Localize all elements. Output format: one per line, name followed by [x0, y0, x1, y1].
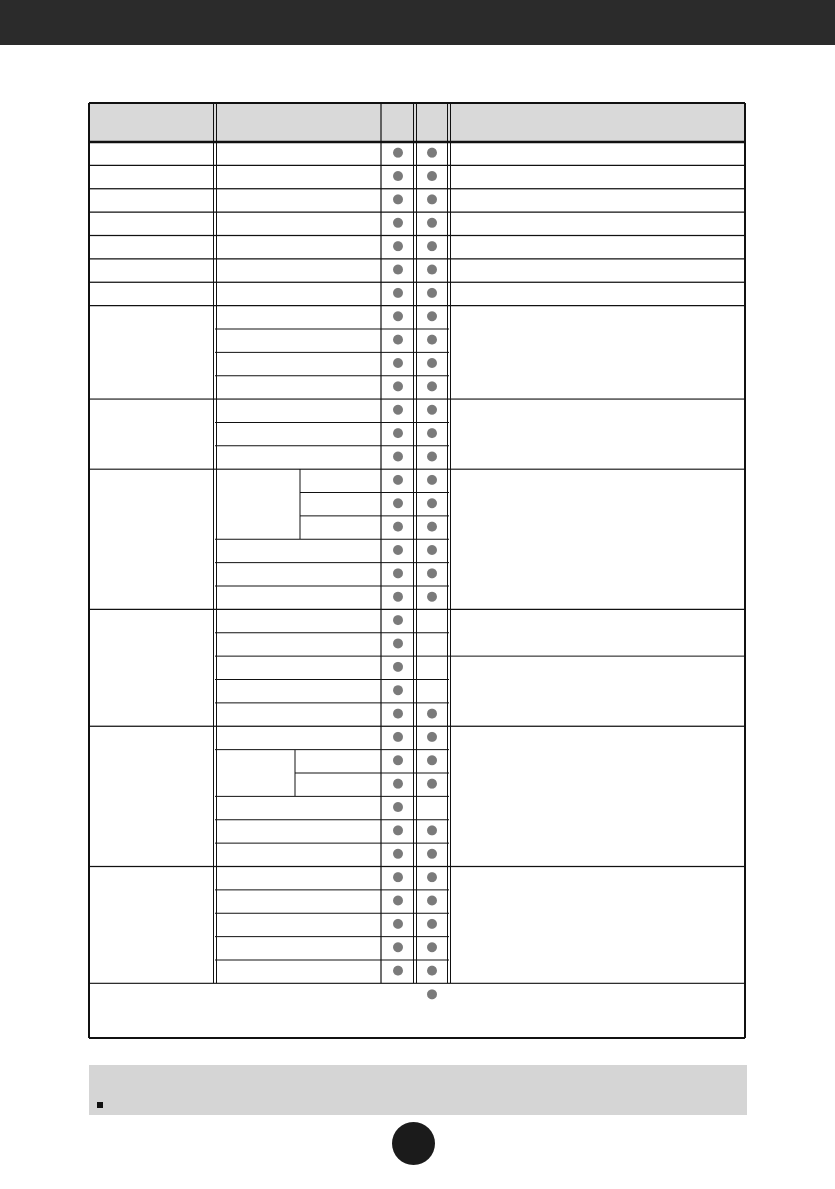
indicator-dot — [427, 288, 437, 298]
indicator-dot — [427, 568, 437, 578]
indicator-dot — [393, 615, 403, 625]
indicator-dot — [393, 451, 403, 461]
indicator-dot — [427, 919, 437, 929]
indicator-dot — [427, 171, 437, 181]
indicator-dot — [427, 451, 437, 461]
indicator-dot — [393, 919, 403, 929]
indicator-dot — [393, 358, 403, 368]
feature-table — [88, 102, 747, 1040]
indicator-dot — [393, 942, 403, 952]
indicator-dot — [393, 428, 403, 438]
indicator-dot — [427, 779, 437, 789]
indicator-dot — [393, 568, 403, 578]
feature-table-grid — [88, 102, 747, 1040]
indicator-dot — [393, 685, 403, 695]
indicator-dot — [393, 709, 403, 719]
indicator-dot — [393, 148, 403, 158]
indicator-dot — [427, 148, 437, 158]
indicator-dot — [393, 592, 403, 602]
indicator-dot — [393, 405, 403, 415]
indicator-dot — [427, 218, 437, 228]
note-box — [89, 1065, 747, 1115]
indicator-dot — [427, 311, 437, 321]
indicator-dot — [393, 522, 403, 532]
indicator-dot — [393, 872, 403, 882]
indicator-dot — [427, 475, 437, 485]
indicator-dot — [427, 428, 437, 438]
indicator-dot — [393, 966, 403, 976]
indicator-dot — [427, 381, 437, 391]
indicator-dot — [393, 498, 403, 508]
indicator-dot — [427, 498, 437, 508]
indicator-dot — [393, 849, 403, 859]
indicator-dot — [393, 475, 403, 485]
indicator-dot — [393, 311, 403, 321]
indicator-dot — [393, 194, 403, 204]
indicator-dot — [393, 755, 403, 765]
indicator-dot — [427, 966, 437, 976]
indicator-dot — [427, 358, 437, 368]
indicator-dot — [393, 335, 403, 345]
indicator-dot — [393, 545, 403, 555]
indicator-dot — [393, 171, 403, 181]
footer-indicator-dot — [427, 989, 437, 999]
header-band — [0, 0, 835, 45]
indicator-dot — [393, 802, 403, 812]
note-bullet-icon — [97, 1102, 103, 1108]
indicator-dot — [427, 335, 437, 345]
indicator-dot — [427, 755, 437, 765]
indicator-dot — [393, 779, 403, 789]
indicator-dot — [393, 241, 403, 251]
indicator-dot — [427, 732, 437, 742]
indicator-dot — [427, 849, 437, 859]
indicator-dot — [393, 638, 403, 648]
indicator-dot — [427, 709, 437, 719]
indicator-dot — [427, 265, 437, 275]
indicator-dot — [393, 732, 403, 742]
indicator-dot — [427, 592, 437, 602]
indicator-dot — [393, 381, 403, 391]
page-number-badge — [392, 1122, 435, 1165]
indicator-dot — [427, 872, 437, 882]
indicator-dot — [393, 896, 403, 906]
indicator-dot — [427, 522, 437, 532]
indicator-dot — [427, 896, 437, 906]
indicator-dot — [393, 265, 403, 275]
indicator-dot — [393, 662, 403, 672]
indicator-dot — [427, 942, 437, 952]
indicator-dot — [393, 288, 403, 298]
indicator-dot — [427, 241, 437, 251]
indicator-dot — [427, 825, 437, 835]
indicator-dot — [427, 194, 437, 204]
indicator-dot — [427, 545, 437, 555]
indicator-dot — [393, 825, 403, 835]
indicator-dot — [427, 405, 437, 415]
indicator-dot — [393, 218, 403, 228]
